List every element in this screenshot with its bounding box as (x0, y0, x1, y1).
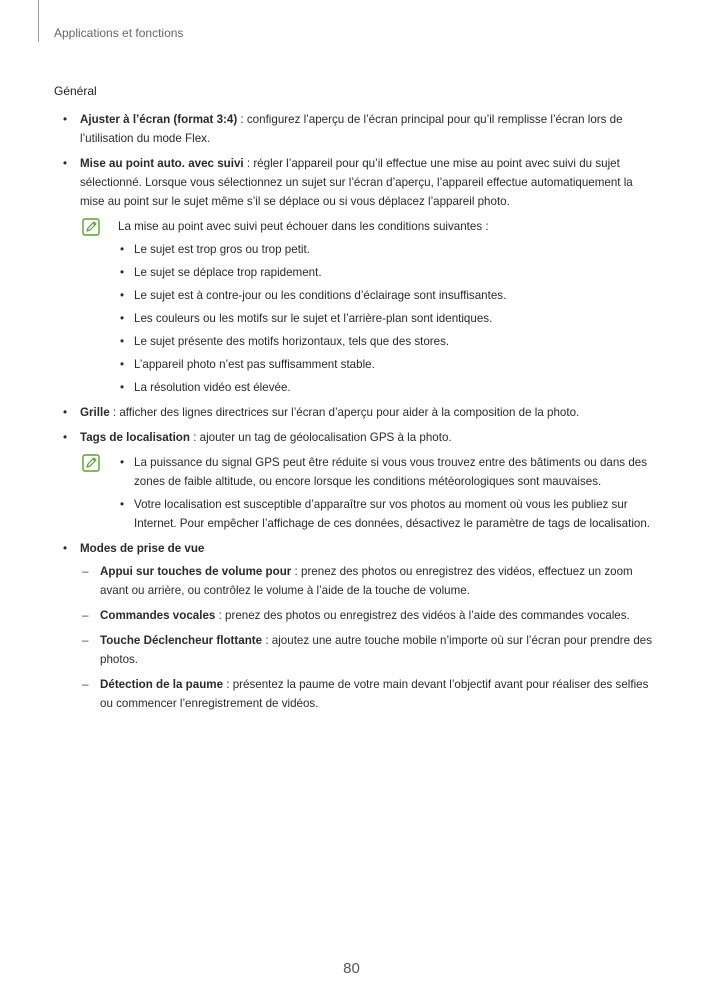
item-text: : ajouter un tag de géolocalisation GPS à la photo. (189, 431, 452, 444)
list-item (54, 154, 654, 211)
mode-term: Commandes vocales (100, 609, 216, 622)
mode-term: Touche Déclencheur flottante (100, 634, 263, 647)
mode-term: Détection de la paume (100, 678, 224, 691)
item-term: Grille (80, 406, 110, 419)
mode-text: : présentez la paume de votre main devant l’objectif avant pour réaliser des selfies ou commencer l’enregistrement de vidéos. (100, 678, 649, 710)
note-bullet: • Le sujet se déplace trop rapidement. (118, 263, 654, 282)
note-bullet: • La résolution vidéo est élevée. (118, 378, 654, 397)
list-item (54, 428, 654, 447)
note-bullet: • Votre localisation est susceptible d’apparaître sur vos photos au moment où vous les publiez sur Internet. Pour empêcher l’affichage de ces données, désactivez le paramètre de tags de localisation. (118, 495, 654, 533)
note-block (54, 453, 654, 533)
item-term: Modes de prise de vue (80, 542, 205, 555)
list-item (54, 110, 654, 148)
note-list (118, 240, 654, 397)
note-intro: La mise au point avec suivi peut échouer dans les conditions suivantes : (118, 220, 489, 233)
note-bullet: • Le sujet est trop gros ou trop petit. (118, 240, 654, 259)
note-block (54, 217, 654, 397)
mode-item (80, 675, 654, 713)
content (54, 110, 654, 719)
item-text: : afficher des lignes directrices sur l’écran d’aperçu pour aider à la composition de la photo. (109, 406, 580, 419)
item-term: Mise au point auto. avec suivi (80, 157, 244, 170)
page-number: 80 (343, 960, 360, 977)
mode-item (80, 562, 654, 600)
mode-text: : ajoutez une autre touche mobile n’importe où sur l’écran pour prendre des photos. (100, 634, 653, 666)
item-text: : régler l’appareil pour qu’il effectue une mise au point avec suivi du sujet sélectionné. Lorsque vous sélectionnez un sujet sur l’écran d’aperçu, l’appareil effectue automatiquement la mise au point sur le sujet même s’il se déplace ou si vous déplacez l’appareil photo. (80, 157, 633, 208)
header-rule (38, 0, 39, 42)
mode-item (80, 631, 654, 669)
mode-text: : prenez des photos ou enregistrez des vidéos, effectuez un zoom avant ou arrière, ou contrôlez le volume à l’aide de la touche de volume. (100, 565, 633, 597)
note-icon (82, 454, 100, 472)
note-icon (82, 218, 100, 236)
mode-text: : prenez des photos ou enregistrez des vidéos à l’aide des commandes vocales. (215, 609, 630, 622)
note-list (118, 453, 654, 533)
modes-list (80, 562, 654, 713)
header-title: Applications et fonctions (54, 26, 184, 40)
note-bullet: • L’appareil photo n’est pas suffisamment stable. (118, 355, 654, 374)
mode-item (80, 606, 654, 625)
item-term: Ajuster à l’écran (format 3:4) (80, 113, 238, 126)
list-item (54, 539, 654, 713)
note-bullet: • Le sujet est à contre-jour ou les conditions d’éclairage sont insuffisantes. (118, 286, 654, 305)
item-term: Tags de localisation (80, 431, 190, 444)
mode-term: Appui sur touches de volume pour (100, 565, 292, 578)
item-text: : configurez l’aperçu de l’écran principal pour qu’il remplisse l’écran lors de l’utilisation du mode Flex. (80, 113, 623, 145)
note-bullet: • Le sujet présente des motifs horizontaux, tels que des stores. (118, 332, 654, 351)
list-item (54, 403, 654, 422)
note-bullet: • Les couleurs ou les motifs sur le sujet et l’arrière-plan sont identiques. (118, 309, 654, 328)
section-title: Général (54, 84, 97, 98)
note-bullet: • La puissance du signal GPS peut être réduite si vous vous trouvez entre des bâtiments ou dans des zones de faible altitude, ou encore lorsque les conditions météorologiques sont mauvaises. (118, 453, 654, 491)
